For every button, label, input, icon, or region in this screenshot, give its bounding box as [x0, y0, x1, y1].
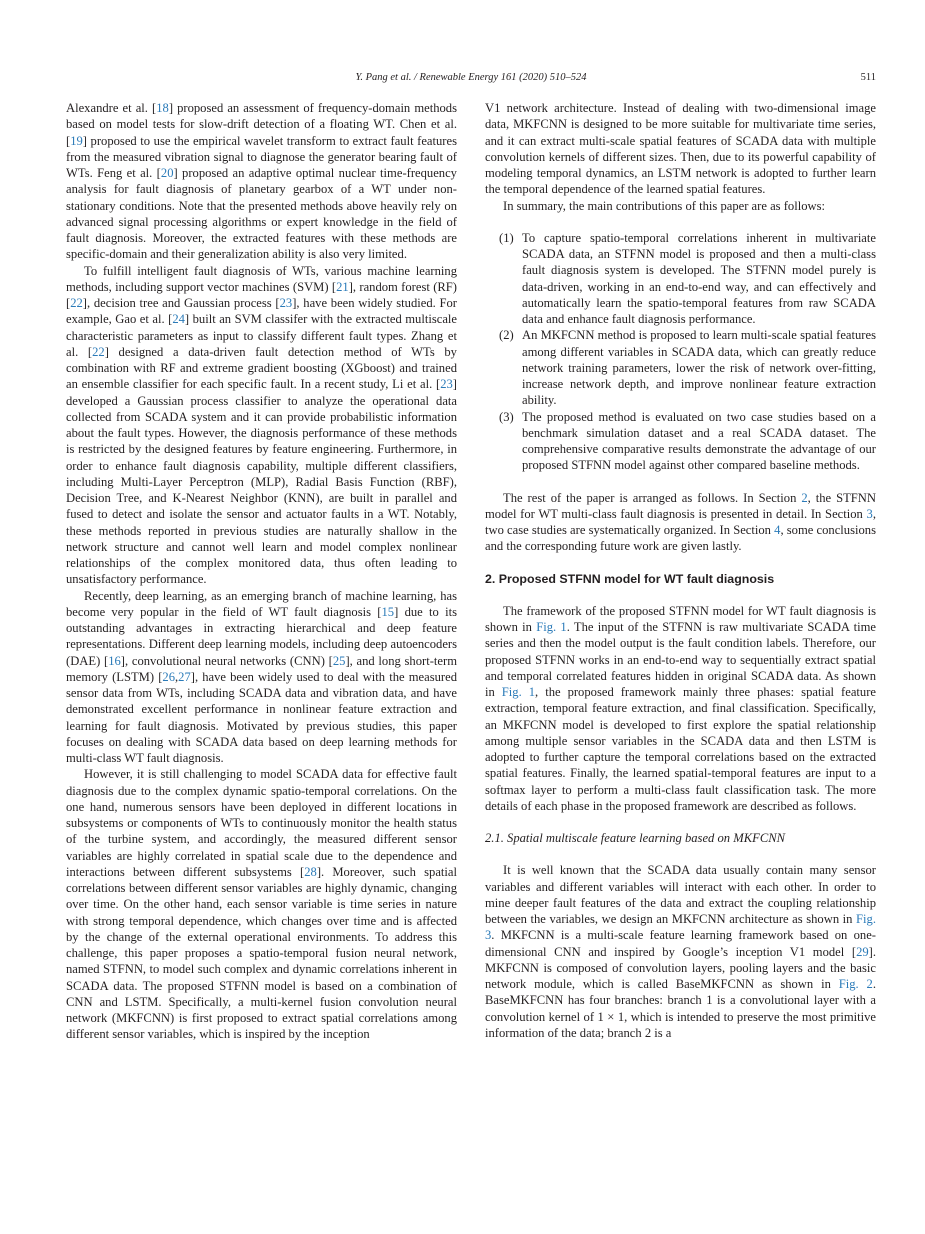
reference-link[interactable]: 28	[304, 864, 317, 879]
text-run: Alexandre et al. [	[66, 101, 157, 115]
text-run: The framework of the proposed STFNN model for WT fault diagnosis is shown in	[485, 603, 876, 634]
text-run: ] due to its outstanding advantages in extracting hierarchical and deep feature representations. Different deep learning models, including deep autoencoders (DAE) [	[66, 604, 457, 668]
text-run: V1 network architecture. Instead of dealing with two-dimensional image data, MKFCNN is designed to be more suitable for multivariate time series, and it can extract multi-scale spatial features of SCADA data with multiple convolution kernels of different sizes. Then, due to its powerful capability of modeling temporal dynamics, an LSTM network is adopted to further learn the temporal dependence of the learned spatial features.	[485, 101, 876, 197]
text-run: To fulfill intelligent fault diagnosis of WTs, various machine learning methods, including support vector machines (SVM) [	[66, 263, 457, 294]
list-item-number: (1)	[499, 230, 514, 245]
text-run: ]. Moreover, such spatial correlations between different sensor variables are highly dynamic, changing over time. On the other hand, each sensor variable is time series in nature with strong temporal dependence, which changes over time and is affected by the change of the external operational environments. To address this challenge, this paper proposes a spatio-temporal fusion neural network, named STFNN, to model such complex and dynamic correlations inherent in SCADA data. The proposed STFNN model is based on a combination of CNN and LSTM. Specifically, a multi-kernel fusion convolution neural network (MKFCNN) is first proposed to extract spatial correlations among different sensor variables, which is inspired by the inception	[66, 864, 458, 1042]
reference-link[interactable]: 19	[70, 133, 83, 148]
paragraph	[66, 766, 457, 1042]
text-run: The rest of the paper is arranged as follows. In Section	[503, 490, 802, 505]
text-run: ], have been widely used to deal with the measured sensor data from WTs, including SCADA data and vibration data, and have demonstrated excellent performance in nonlinear feature extraction and learning for fault diagnosis. Motivated by previous studies, this paper focuses on dealing with SCADA data based on deep learning methods for multi-class WT fault diagnosis.	[66, 669, 457, 765]
text-run: ] proposed an assessment of frequency-domain methods based on model tests for slow-drift detection of a floating WT. Chen et al. [	[66, 101, 457, 148]
reference-link[interactable]: 16	[108, 653, 121, 668]
paragraph	[485, 490, 876, 555]
text-run: , the proposed framework mainly three phases: spatial feature extraction, temporal feature extraction, and final classification. Specifically, an MKFCNN model is developed to first explore the spatial relationship among multiple sensor variables in the SCADA data and then LSTM is adopted to further capture the temporal correlations based on the extracted spatial features. Finally, the learned spatial-temporal features are input to a softmax layer to perform a multi-class fault classification task. The more details of each phase in the proposed framework are described as follows.	[485, 685, 876, 813]
reference-link[interactable]: 22	[70, 296, 83, 310]
list-item-number: (3)	[499, 409, 514, 424]
reference-link[interactable]: Fig. 1	[536, 620, 567, 634]
subsection-heading: 2.1. Spatial multiscale feature learning based on MKFCNN	[485, 831, 786, 845]
contributions-list	[485, 230, 876, 474]
reference-link[interactable]: Fig. 2	[838, 977, 873, 991]
paragraph	[485, 100, 876, 198]
text-run: ] developed a Gaussian process classifier to analyze the operational data collected from SCADA system and it can provide probabilistic information about the fault types. However, the diagnosis performance of these methods is restricted by the designed features by feature engineering. Furthermore, in order to enhance fault diagnosis capability, multiple different classifiers, including Multi-Layer Perceptron (MLP), Radial Basis Function (RBF), Decision Tree, and K-Nearest Neighbor (KNN), are built in parallel and fused to detect and isolate the sensor and actuator faults in a WT. Notably, these methods reported in previous studies are naturally shallow in the network structure and cannot well learn and model complex nonlinear relationships of the complex monitored data, thus often leading to unsatisfactory performance.	[66, 377, 457, 587]
text-run: . BaseMKFCNN has four branches: branch 1 is a convolutional layer with a convolution kernel of 1 × 1, which is intended to preserve the most primitive information of the data; branch 2 is a	[485, 977, 876, 1040]
reference-link[interactable]: 27	[178, 669, 191, 684]
reference-link[interactable]: 15	[381, 604, 395, 619]
reference-link[interactable]: 26	[162, 669, 175, 684]
paragraph	[66, 263, 457, 588]
text-run: ] proposed to use the empirical wavelet transform to extract fault features from the measured vibration signal to diagnose the generator bearing fault of WTs. Feng et al. [	[66, 133, 457, 180]
list-item	[485, 409, 876, 474]
text-run: ], random forest (RF) [	[66, 279, 457, 310]
left-column	[66, 100, 457, 1043]
list-item-number: (2)	[499, 328, 514, 343]
reference-link[interactable]: 22	[92, 344, 105, 359]
text-run: ], decision tree and Gaussian process [	[82, 296, 280, 310]
text-run: ]. MKFCNN is composed of convolution layers, pooling layers and the basic network module, which is called BaseMKFCNN as shown in	[485, 944, 876, 991]
list-item-text: To capture spatio-temporal correlations inherent in multivariate SCADA data, an STFNN model is proposed and then a multi-class fault diagnosis system is developed. The STFNN model purely is data-driven, working in an end-to-end way, and can effectively and automatically learn the spatio-temporal features from raw SCADA data and enhance fault diagnosis performance.	[522, 230, 876, 326]
right-column	[485, 100, 876, 1041]
paragraph	[66, 588, 457, 767]
reference-link[interactable]: Fig. 1	[501, 685, 536, 699]
text-run: ], and long short-term memory (LSTM) [	[66, 653, 457, 684]
text-run: ] proposed an adaptive optimal nuclear time-frequency analysis for fault diagnosis of planetary gearbox of a WT under non-stationary conditions. Note that the presented methods above heavily rely on advanced signal processing algorithms or expert knowledge in the field of fault diagnosis. Moreover, the extracted features with these methods are specific-domain and their generalization ability is also very limited.	[66, 166, 457, 262]
text-run: ,	[175, 669, 179, 684]
text-run: ] built an SVM classifer with the extracted multiscale characteristic parameters as input to classify different fault types. Zhang et al. [	[66, 312, 457, 359]
reference-link[interactable]: 20	[160, 166, 174, 180]
paragraph	[66, 100, 457, 263]
list-item	[485, 230, 876, 328]
text-run: . MKFCNN is a multi-scale feature learning framework based on one-dimensional CNN and inspired by Google’s inception V1 model [	[485, 928, 876, 959]
reference-link[interactable]: 4	[774, 523, 781, 537]
text-run: It is well known that the SCADA data usually contain many sensor variables and different variables will interact with each other. In order to mine deeper fault features of the data and extract the coupling relationship between the variables, we design an MKFCNN architecture as shown in	[485, 863, 876, 926]
paragraph	[485, 862, 876, 1041]
text-run: . The input of the STFNN is raw multivariate SCADA time series and then the model output is the fault condition labels. Therefore, our proposed STFNN works in an end-to-end way to sequentially extract spatial and temporal correlated features hidden in original SCADA data. As shown in	[485, 620, 876, 699]
list-item-text: The proposed method is evaluated on two case studies based on a benchmark simulation dataset and a real SCADA dataset. The comprehensive comparative results demonstrate the advantage of our proposed STFNN model against other compared baseline methods.	[522, 409, 876, 473]
reference-link[interactable]: 18	[156, 101, 169, 115]
list-item	[485, 327, 876, 408]
text-run: , some conclusions and the corresponding future work are given lastly.	[485, 523, 876, 554]
reference-link[interactable]: 3	[866, 506, 873, 521]
page-number: 511	[860, 72, 876, 83]
list-item-text: An MKFCNN method is proposed to learn multi-scale spatial features among different variables in SCADA data, which can greatly reduce network training parameters, lower the risk of network over-fitting, increase network depth, and improve nonlinear feature extraction ability.	[522, 328, 876, 408]
reference-link[interactable]: 24	[172, 312, 185, 327]
paragraph	[485, 198, 876, 214]
text-run: , the STFNN model for WT multi-class fault diagnosis is presented in detail. In Section	[485, 490, 876, 521]
reference-link[interactable]: 2	[801, 490, 808, 505]
reference-link[interactable]: Fig. 3	[485, 912, 876, 943]
journal-citation: Y. Pang et al. / Renewable Energy 161 (2020) 510–524	[355, 72, 587, 83]
reference-link[interactable]: 21	[336, 279, 349, 294]
reference-link[interactable]: 29	[856, 944, 869, 959]
reference-link[interactable]: 23	[279, 296, 293, 310]
text-run: ], have been widely studied. For example, Gao et al. [	[66, 296, 458, 327]
section-heading: 2. Proposed STFNN model for WT fault diagnosis	[485, 571, 775, 586]
reference-link[interactable]: 25	[332, 653, 346, 668]
text-run: However, it is still challenging to model SCADA data for effective fault diagnosis due to the complex dynamic spatio-temporal correlations. On the one hand, numerous sensors have been deployed in different locations in subsystems or components of WTs to continuously monitor the health status of the turbine system, and accordingly, the measured different sensor variables are highly correlated in spatial scale due to the dependence and interactions between different subsystems [	[66, 767, 457, 879]
running-header	[66, 72, 876, 88]
text-run: , two case studies are systematically organized. In Section	[485, 506, 876, 537]
paragraph	[485, 603, 876, 814]
reference-link[interactable]: 23	[440, 377, 453, 392]
text-run: ] designed a data-driven fault detection method of WTs by combination with RF and extreme gradient boosting (XGboost) and trained an ensemble classifier for each specific fault. In a recent study, Li et al. [	[66, 344, 457, 392]
text-run: Recently, deep learning, as an emerging branch of machine learning, has become very popular in the field of WT fault diagnosis [	[66, 588, 457, 619]
text-run: ], convolutional neural networks (CNN) [	[120, 653, 333, 668]
text-run: In summary, the main contributions of this paper are as follows:	[503, 198, 826, 213]
